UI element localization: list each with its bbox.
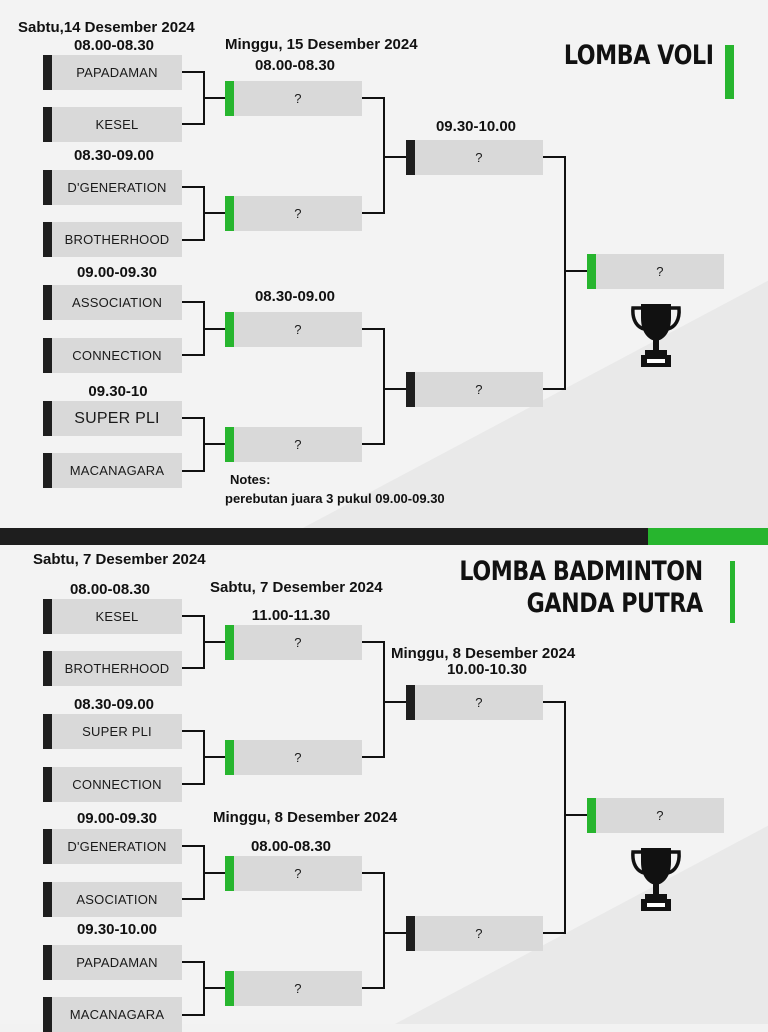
badminton-r2-slot: ? — [234, 856, 362, 891]
team-marker — [43, 651, 52, 686]
team-marker — [43, 170, 52, 205]
badminton-semi-slot: ? — [415, 916, 543, 951]
badminton-title-line1: LOMBA BADMINTON — [459, 556, 703, 587]
voli-r2-slot: ? — [234, 196, 362, 231]
semi-marker — [406, 685, 415, 720]
voli-day2-label: Minggu, 15 Desember 2024 — [225, 36, 418, 53]
badminton-r2-slot: ? — [234, 625, 362, 660]
voli-r1-time: 08.00-08.30 — [73, 37, 155, 54]
voli-title-accent — [725, 45, 734, 99]
badminton-title-accent — [730, 561, 735, 623]
badminton-team-slot: KESEL — [52, 599, 182, 634]
voli-team-slot: D'GENERATION — [52, 170, 182, 205]
winner-marker — [225, 427, 234, 462]
badminton-team-slot: CONNECTION — [52, 767, 182, 802]
voli-r2-slot: ? — [234, 312, 362, 347]
voli-r1-time: 09.00-09.30 — [76, 264, 158, 281]
badminton-team-slot: SUPER PLI — [52, 714, 182, 749]
voli-semi-time: 09.30-10.00 — [435, 118, 517, 135]
voli-team-slot: ASSOCIATION — [52, 285, 182, 320]
section-divider-accent — [648, 528, 768, 545]
badminton-semi-day: Minggu, 8 Desember 2024 — [391, 645, 576, 662]
badminton-r1-time: 08.00-08.30 — [69, 581, 151, 598]
team-marker — [43, 882, 52, 917]
voli-team-slot: PAPADAMAN — [52, 55, 182, 90]
badminton-r1-time: 08.30-09.00 — [73, 696, 155, 713]
badminton-r2-slot: ? — [234, 971, 362, 1006]
winner-marker — [587, 254, 596, 289]
voli-team-slot: KESEL — [52, 107, 182, 142]
voli-notes-label: Notes: — [230, 472, 271, 487]
winner-marker — [225, 856, 234, 891]
semi-marker — [406, 372, 415, 407]
badminton-r2b-day: Minggu, 8 Desember 2024 — [213, 809, 398, 826]
voli-r2-slot: ? — [234, 427, 362, 462]
voli-r1-time: 09.30-10 — [88, 383, 148, 400]
badminton-semi-slot: ? — [415, 685, 543, 720]
voli-r2-time: 08.30-09.00 — [254, 288, 336, 305]
team-marker — [43, 767, 52, 802]
voli-semi-slot: ? — [415, 372, 543, 407]
voli-day1-label: Sabtu,14 Desember 2024 — [18, 19, 195, 36]
badminton-r2a-day: Sabtu, 7 Desember 2024 — [210, 579, 383, 596]
voli-semi-slot: ? — [415, 140, 543, 175]
voli-final-slot: ? — [596, 254, 724, 289]
team-marker — [43, 338, 52, 373]
winner-marker — [225, 312, 234, 347]
voli-r1-time: 08.30-09.00 — [73, 147, 155, 164]
team-marker — [43, 714, 52, 749]
semi-marker — [406, 140, 415, 175]
badminton-day1-label: Sabtu, 7 Desember 2024 — [33, 551, 206, 568]
badminton-final-slot: ? — [596, 798, 724, 833]
team-marker — [43, 222, 52, 257]
team-marker — [43, 453, 52, 488]
section-divider — [0, 528, 648, 545]
team-marker — [43, 599, 52, 634]
team-marker — [43, 55, 52, 90]
badminton-team-slot: D'GENERATION — [52, 829, 182, 864]
badminton-title-line2: GANDA PUTRA — [526, 588, 703, 619]
trophy-icon — [629, 846, 683, 914]
winner-marker — [225, 625, 234, 660]
voli-team-slot: SUPER PLI — [52, 401, 182, 436]
voli-title: LOMBA VOLI — [564, 40, 714, 71]
badminton-semi-time: 10.00-10.30 — [446, 661, 528, 678]
winner-marker — [225, 196, 234, 231]
team-marker — [43, 997, 52, 1032]
badminton-r1-time: 09.00-09.30 — [76, 810, 158, 827]
voli-r2-time: 08.00-08.30 — [254, 57, 336, 74]
team-marker — [43, 829, 52, 864]
voli-r2-slot: ? — [234, 81, 362, 116]
badminton-r2b-time: 08.00-08.30 — [250, 838, 332, 855]
badminton-r1-time: 09.30-10.00 — [76, 921, 158, 938]
trophy-icon — [629, 302, 683, 370]
team-marker — [43, 945, 52, 980]
semi-marker — [406, 916, 415, 951]
voli-team-slot: CONNECTION — [52, 338, 182, 373]
voli-team-slot: BROTHERHOOD — [52, 222, 182, 257]
voli-notes-text: perebutan juara 3 pukul 09.00-09.30 — [225, 491, 445, 506]
winner-marker — [225, 971, 234, 1006]
badminton-r2-slot: ? — [234, 740, 362, 775]
voli-team-slot: MACANAGARA — [52, 453, 182, 488]
badminton-team-slot: BROTHERHOOD — [52, 651, 182, 686]
winner-marker — [225, 740, 234, 775]
team-marker — [43, 285, 52, 320]
winner-marker — [587, 798, 596, 833]
team-marker — [43, 107, 52, 142]
team-marker — [43, 401, 52, 436]
badminton-team-slot: PAPADAMAN — [52, 945, 182, 980]
badminton-r2a-time: 11.00-11.30 — [251, 607, 331, 624]
badminton-team-slot: MACANAGARA — [52, 997, 182, 1032]
winner-marker — [225, 81, 234, 116]
badminton-team-slot: ASOCIATION — [52, 882, 182, 917]
